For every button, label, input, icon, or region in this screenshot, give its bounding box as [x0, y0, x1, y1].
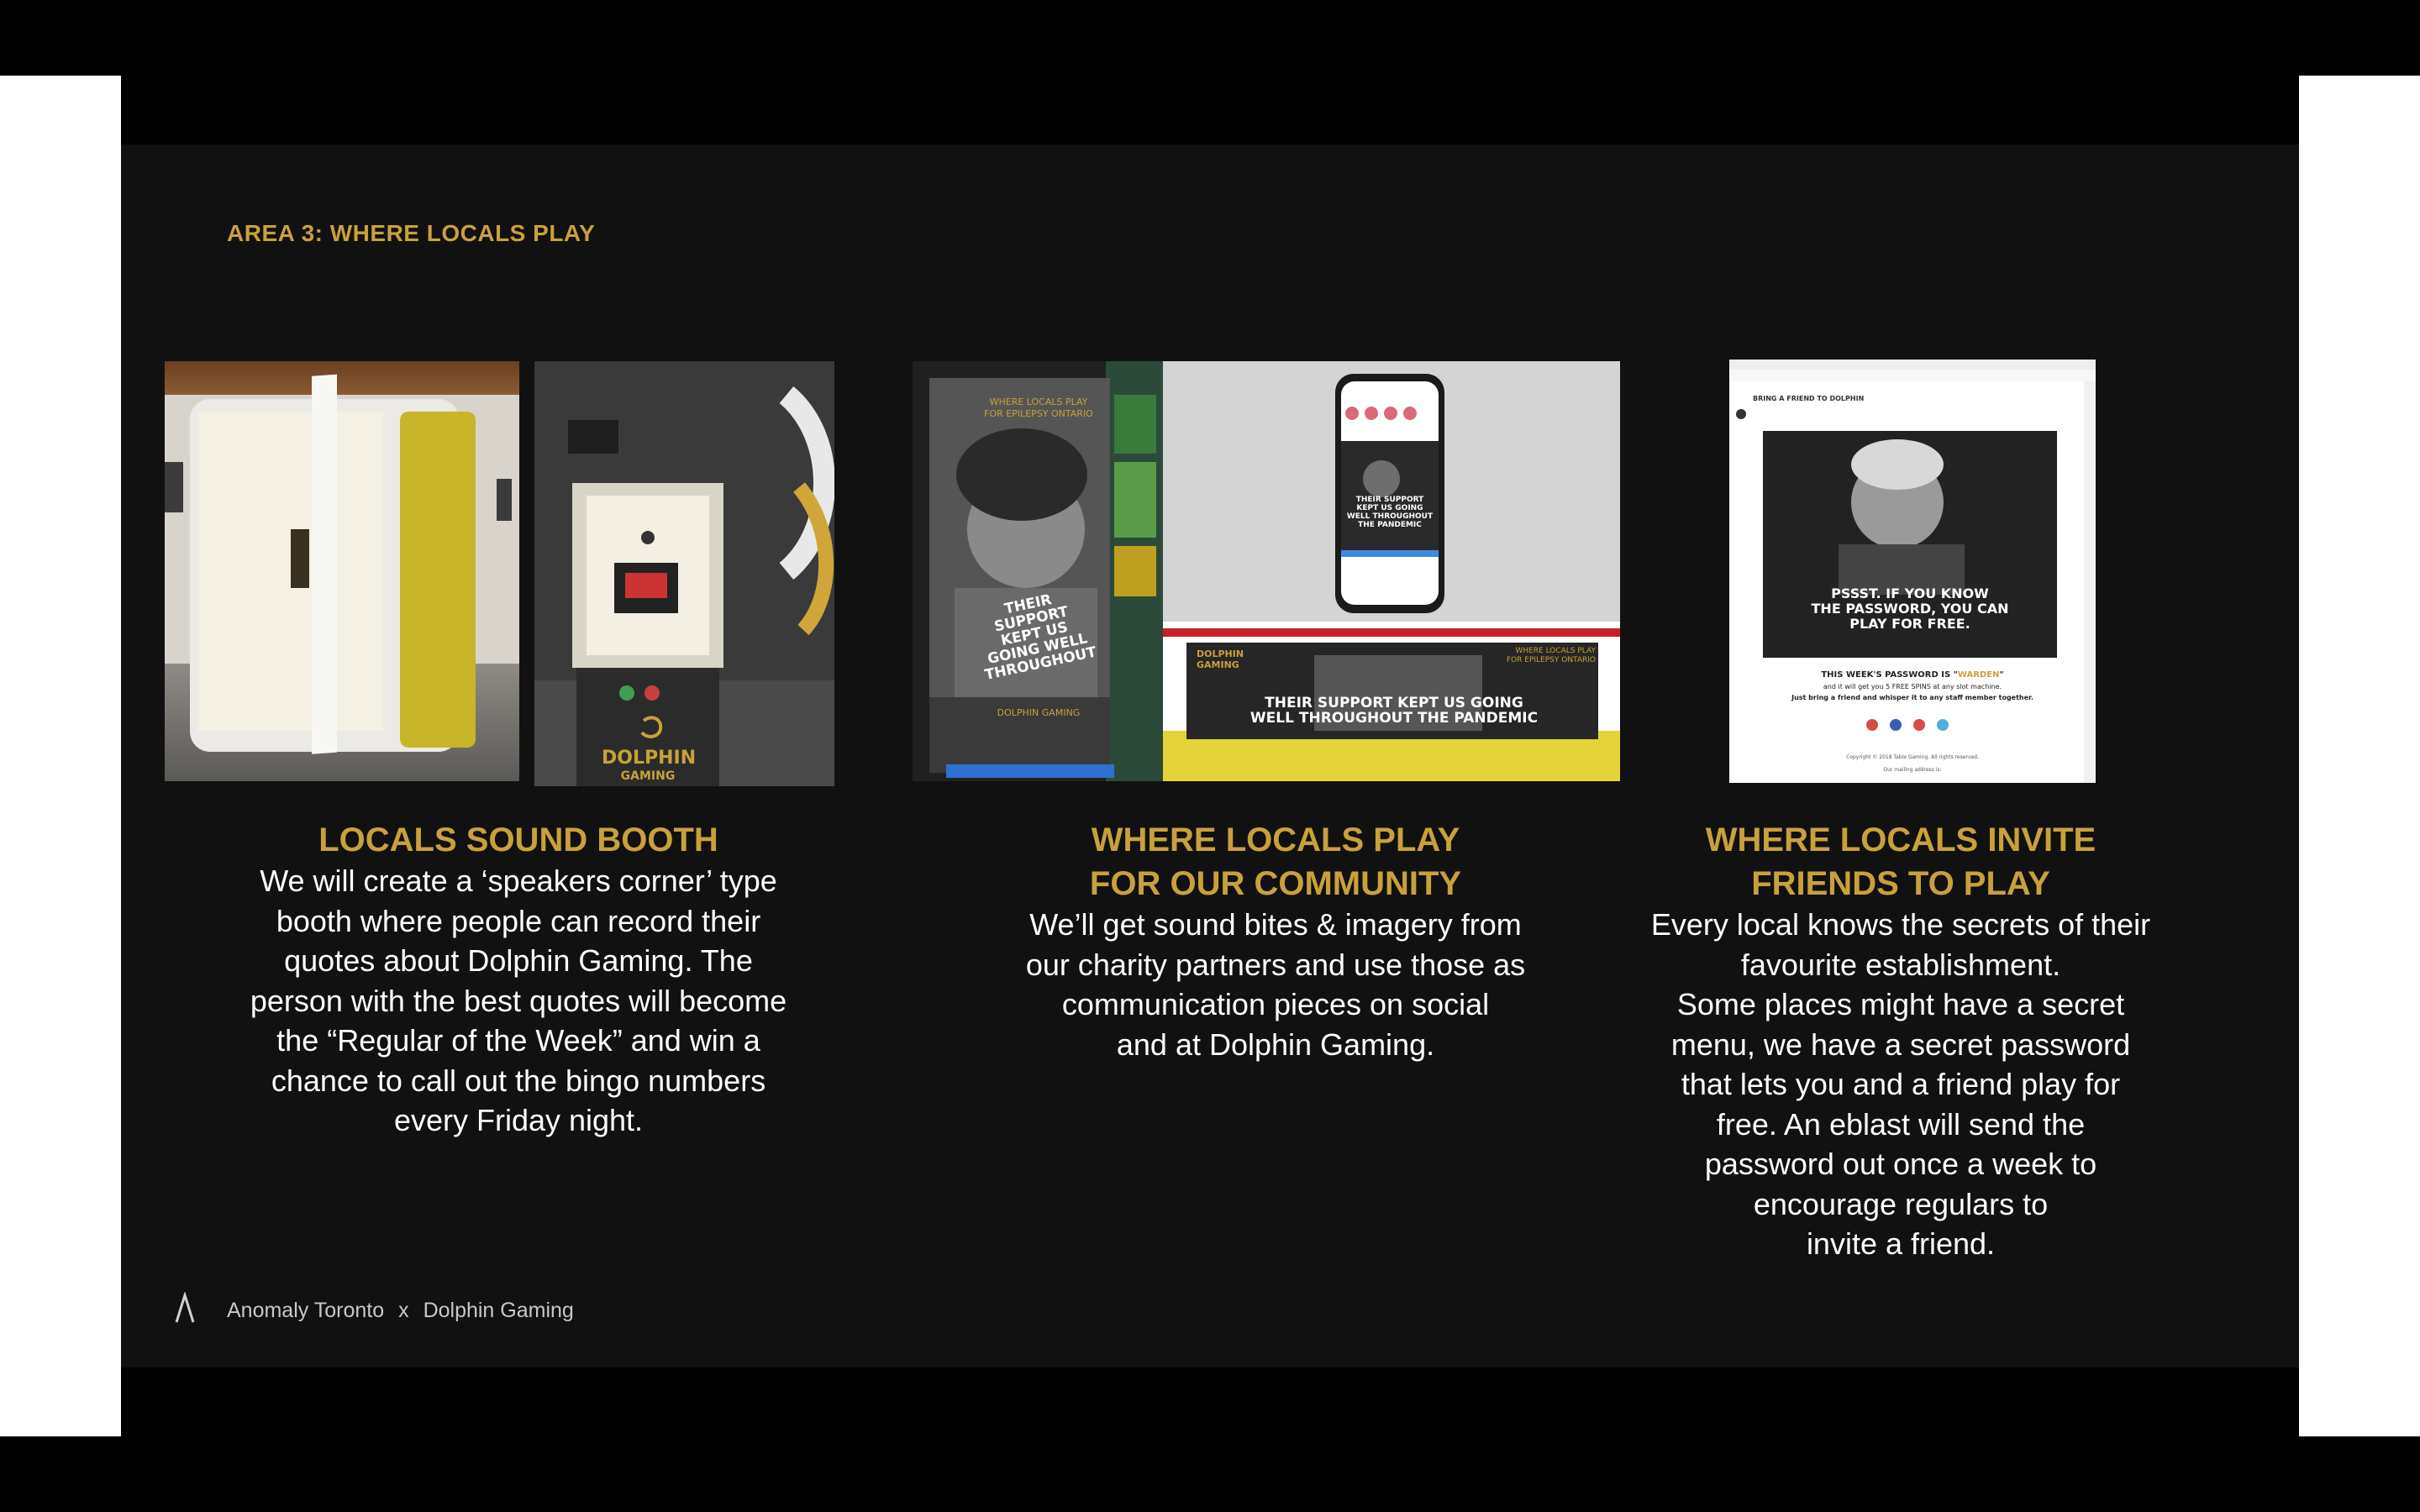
- email-copyright: Copyright © 2018 Table Gaming. All rights reserved.: [1846, 754, 1979, 760]
- banner-top-text: WHERE LOCALS PLAY FOR EPILEPSY ONTARIO: [984, 396, 1093, 419]
- email-body-line-1: and it will get you 5 FREE SPINS at any slot machine.: [1823, 683, 2002, 690]
- email-password: WARDEN: [1957, 670, 2000, 680]
- charity-banner-photo: [913, 361, 1163, 781]
- kiosk-brand-sub: GAMING: [620, 769, 676, 783]
- right-margin-panel: [2299, 76, 2420, 1436]
- column-1-body: We will create a ‘speakers corner’ type booth where people can record their quotes about Dolphin Gaming. The person with the best quotes will become the “Regular of the Week” and win a chance to call out the bingo numbers every Friday night.: [250, 864, 787, 1137]
- email-hero-quote: PSSST. IF YOU KNOW THE PASSWORD, YOU CAN PLAY FOR FREE.: [1811, 585, 2009, 632]
- area-label: AREA 3: WHERE LOCALS PLAY: [227, 220, 596, 246]
- presentation-slide: [121, 144, 2299, 1368]
- eblast-email-mockup: [1729, 360, 2096, 783]
- social-and-boards-mockup: [1163, 361, 1620, 781]
- column-2-heading: WHERE LOCALS PLAY FOR OUR COMMUNITY: [1089, 822, 1462, 902]
- sound-booth-photo: [165, 361, 519, 781]
- footer-credits: [227, 1299, 574, 1323]
- footer-client: Dolphin Gaming: [423, 1299, 574, 1322]
- anomaly-logo-icon: [173, 1292, 197, 1330]
- column-1-heading: LOCALS SOUND BOOTH: [318, 822, 718, 858]
- footer-separator: x: [398, 1299, 409, 1322]
- email-mailing-address: Our mailing address is:: [1883, 767, 1942, 773]
- footer-agency: Anomaly Toronto: [227, 1299, 385, 1322]
- column-2-body: We’ll get sound bites & imagery from our charity partners and use those as communication pieces on social and at Dolphin Gaming.: [1025, 907, 1526, 1062]
- email-password-line: THIS WEEK'S PASSWORD IS "WARDEN": [1821, 670, 2004, 680]
- column-3-body: Every local knows the secrets of their favourite establishment. Some places might have a secret menu, we have a secret password that lets you and a friend play for free. An eblast will send the password out once a week to encourage regulars to invite a friend.: [1650, 907, 2151, 1261]
- email-subject: BRING A FRIEND TO DOLPHIN: [1753, 395, 1865, 402]
- left-margin-panel: [0, 76, 121, 1436]
- board-quote: THEIR SUPPORT KEPT US GOING WELL THROUGHOUT THE PANDEMIC: [1249, 695, 1539, 727]
- phone-post-quote: THEIR SUPPORT KEPT US GOING WELL THROUGHOUT THE PANDEMIC: [1346, 496, 1434, 529]
- kiosk-brand: DOLPHIN: [602, 748, 697, 769]
- board-tag: WHERE LOCALS PLAY FOR EPILEPSY ONTARIO: [1506, 647, 1596, 664]
- email-body-line-2: Just bring a friend and whisper it to any staff member together.: [1791, 694, 2033, 701]
- board-brand: DOLPHIN GAMING: [1197, 648, 1244, 670]
- banner-brand: DOLPHIN GAMING: [997, 707, 1081, 718]
- banner-quote: THEIR SUPPORT KEPT US GOING WELL THROUGHOUT: [983, 591, 1098, 685]
- kiosk-photo: [534, 361, 834, 786]
- column-3-heading: WHERE LOCALS INVITE FRIENDS TO PLAY: [1705, 822, 2096, 902]
